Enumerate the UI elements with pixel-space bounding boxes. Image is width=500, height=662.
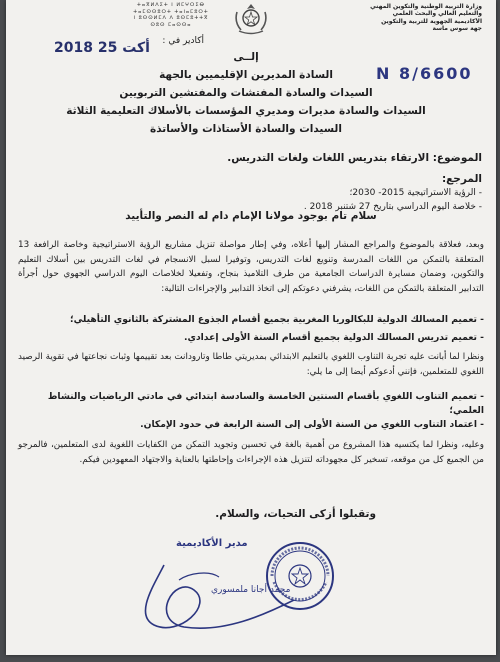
- addressee-line: إلــى: [233, 51, 259, 63]
- closing-line: وتقبلوا أزكى التحيات، والسلام.: [215, 508, 376, 520]
- royal-emblem-icon: [231, 2, 271, 36]
- addressee-line: السيدات والسادة مديرات ومديري المؤسسات بالأسلاك التعليمية الثلاثة: [66, 105, 426, 117]
- body-paragraph-3: وعليه، ونظرا لما يكتسيه هذا المشروع من أهمية بالغة في تحسين وتجويد التمكن من الكفايات اللغوية لدى المتعلمين، فالمرجو من الجميع كل من موقعه، تسخير كل مجهوداته لتنزيل هذه الإجراءات وإحاطتها بالعناية والاجتهاد المعهودين فيكم.: [18, 440, 484, 465]
- references-block: [22, 172, 482, 214]
- letter-page: [6, 0, 496, 655]
- org-line: ⵙⵓⵙ ⵎⴰⵙⵙⴰ: [150, 21, 192, 28]
- signatory-name: محمد أجانا ملمسوري: [211, 585, 291, 595]
- date-label: أكادير في :: [162, 36, 204, 46]
- signatory-title: مدير الأكاديمية: [176, 538, 248, 549]
- org-line: وزارة التربية الوطنية والتكوين المهني: [370, 3, 482, 10]
- reference-number: N 8/6600: [376, 64, 473, 83]
- header-org-tifinagh: [121, 2, 221, 28]
- reference-item: - خلاصة اليوم الدراسي بتاريخ 27 شتنبر 2018 .: [303, 202, 482, 212]
- subject-line: الموضوع: الارتقاء بتدريس اللغات ولغات التدريس.: [227, 152, 482, 164]
- measure-item: - اعتماد التناوب اللغوي من السنة الأولى إلى السنة الرابعة في حدود الإمكان.: [140, 419, 484, 430]
- org-line: ⵜⴰⵎⵙⵙⵓⵔⵜ ⵜⴰⵏⴰⵎⵓⵔⵜ: [133, 8, 209, 15]
- body-paragraph-2: ونظرا لما أبانت عليه تجربة التناوب اللغوي بالتعليم الابتدائي بمديريتي طاطا وتارودانت بعد تقييمها وثبات نجاعتها في تقوية الرصيد اللغوي للمتعلمين، فإنني أدعوكم أيضا إلى ما يلي:: [18, 352, 484, 377]
- reference-item: - الرؤية الاستراتيجية 2015- 2030؛: [349, 188, 482, 198]
- measure-item: - تعميم تدريس المسالك الدولية بجميع أقسام السنة الأولى إعدادي.: [184, 332, 484, 343]
- addressee-line: السيدات والسادة الأستاذات والأساتذة: [150, 123, 342, 135]
- body-paragraph-1: وبعد، فعلاقة بالموضوع والمراجع المشار إليها أعلاه، وفي إطار مواصلة تنزيل مشاريع الرؤية الاستراتيجية وخاصة الرافعة 13 المتعلقة بالتمكن من اللغات المدرسة وتنويع لغات التدريس، وتوفيرا لسبل الانسجام في لغات التدريس بين أسلاك التعليم والتكوين، وضمان مسايرة الدراسات الجامعية من طرف التلاميذ بنجاح، وتفعيلا لخلاصات اليوم الدراسي الجهوي حول أجرأة التدابير المتعلقة بالتمكن من اللغات، يشرفني دعوتكم إلى اتخاذ التدابير والإجراءات التالية:: [18, 240, 484, 294]
- org-line: ⵏ ⵓⵙⵙⵍⵎⴷ ⴷ ⵓⵙⵎⵓⵜⵜⴳ: [133, 15, 209, 21]
- header-org-arabic: [332, 3, 482, 33]
- greeting: سلام تام بوجود مولانا الإمام دام له النصر والتأييد: [125, 210, 377, 222]
- addressee-line: السيدات والسادة المفتشات والمفتشين التربويين: [119, 87, 373, 99]
- measure-item: - تعميم التناوب اللغوي بأقسام السنتين الخامسة والسادسة ابتدائي في مادتي الرياضيات والنشاط العلمي؛: [47, 391, 484, 416]
- org-line: الأكاديمية الجهوية للتربية والتكوين: [381, 17, 482, 25]
- references-label: المرجع:: [441, 173, 482, 185]
- org-line: ⵜⴰⴳⵍⴷⵉⵜ ⵏ ⵍⵎⵖⵔⵉⴱ: [137, 2, 205, 8]
- org-line: جهة سوس ماسة: [432, 25, 482, 33]
- measure-item: - تعميم المسالك الدولية للبكالوريا المغربية بجميع أقسام الجذوع المشتركة بالثانوي التأهيلي؛: [69, 314, 484, 325]
- org-line: والتعليم العالي والبحث العلمي: [392, 10, 482, 18]
- handwritten-date: 2018 أكت 25: [54, 40, 150, 56]
- addressee-line: السادة المديرين الإقليميين بالجهة: [159, 69, 333, 81]
- addressee-block: [56, 48, 436, 138]
